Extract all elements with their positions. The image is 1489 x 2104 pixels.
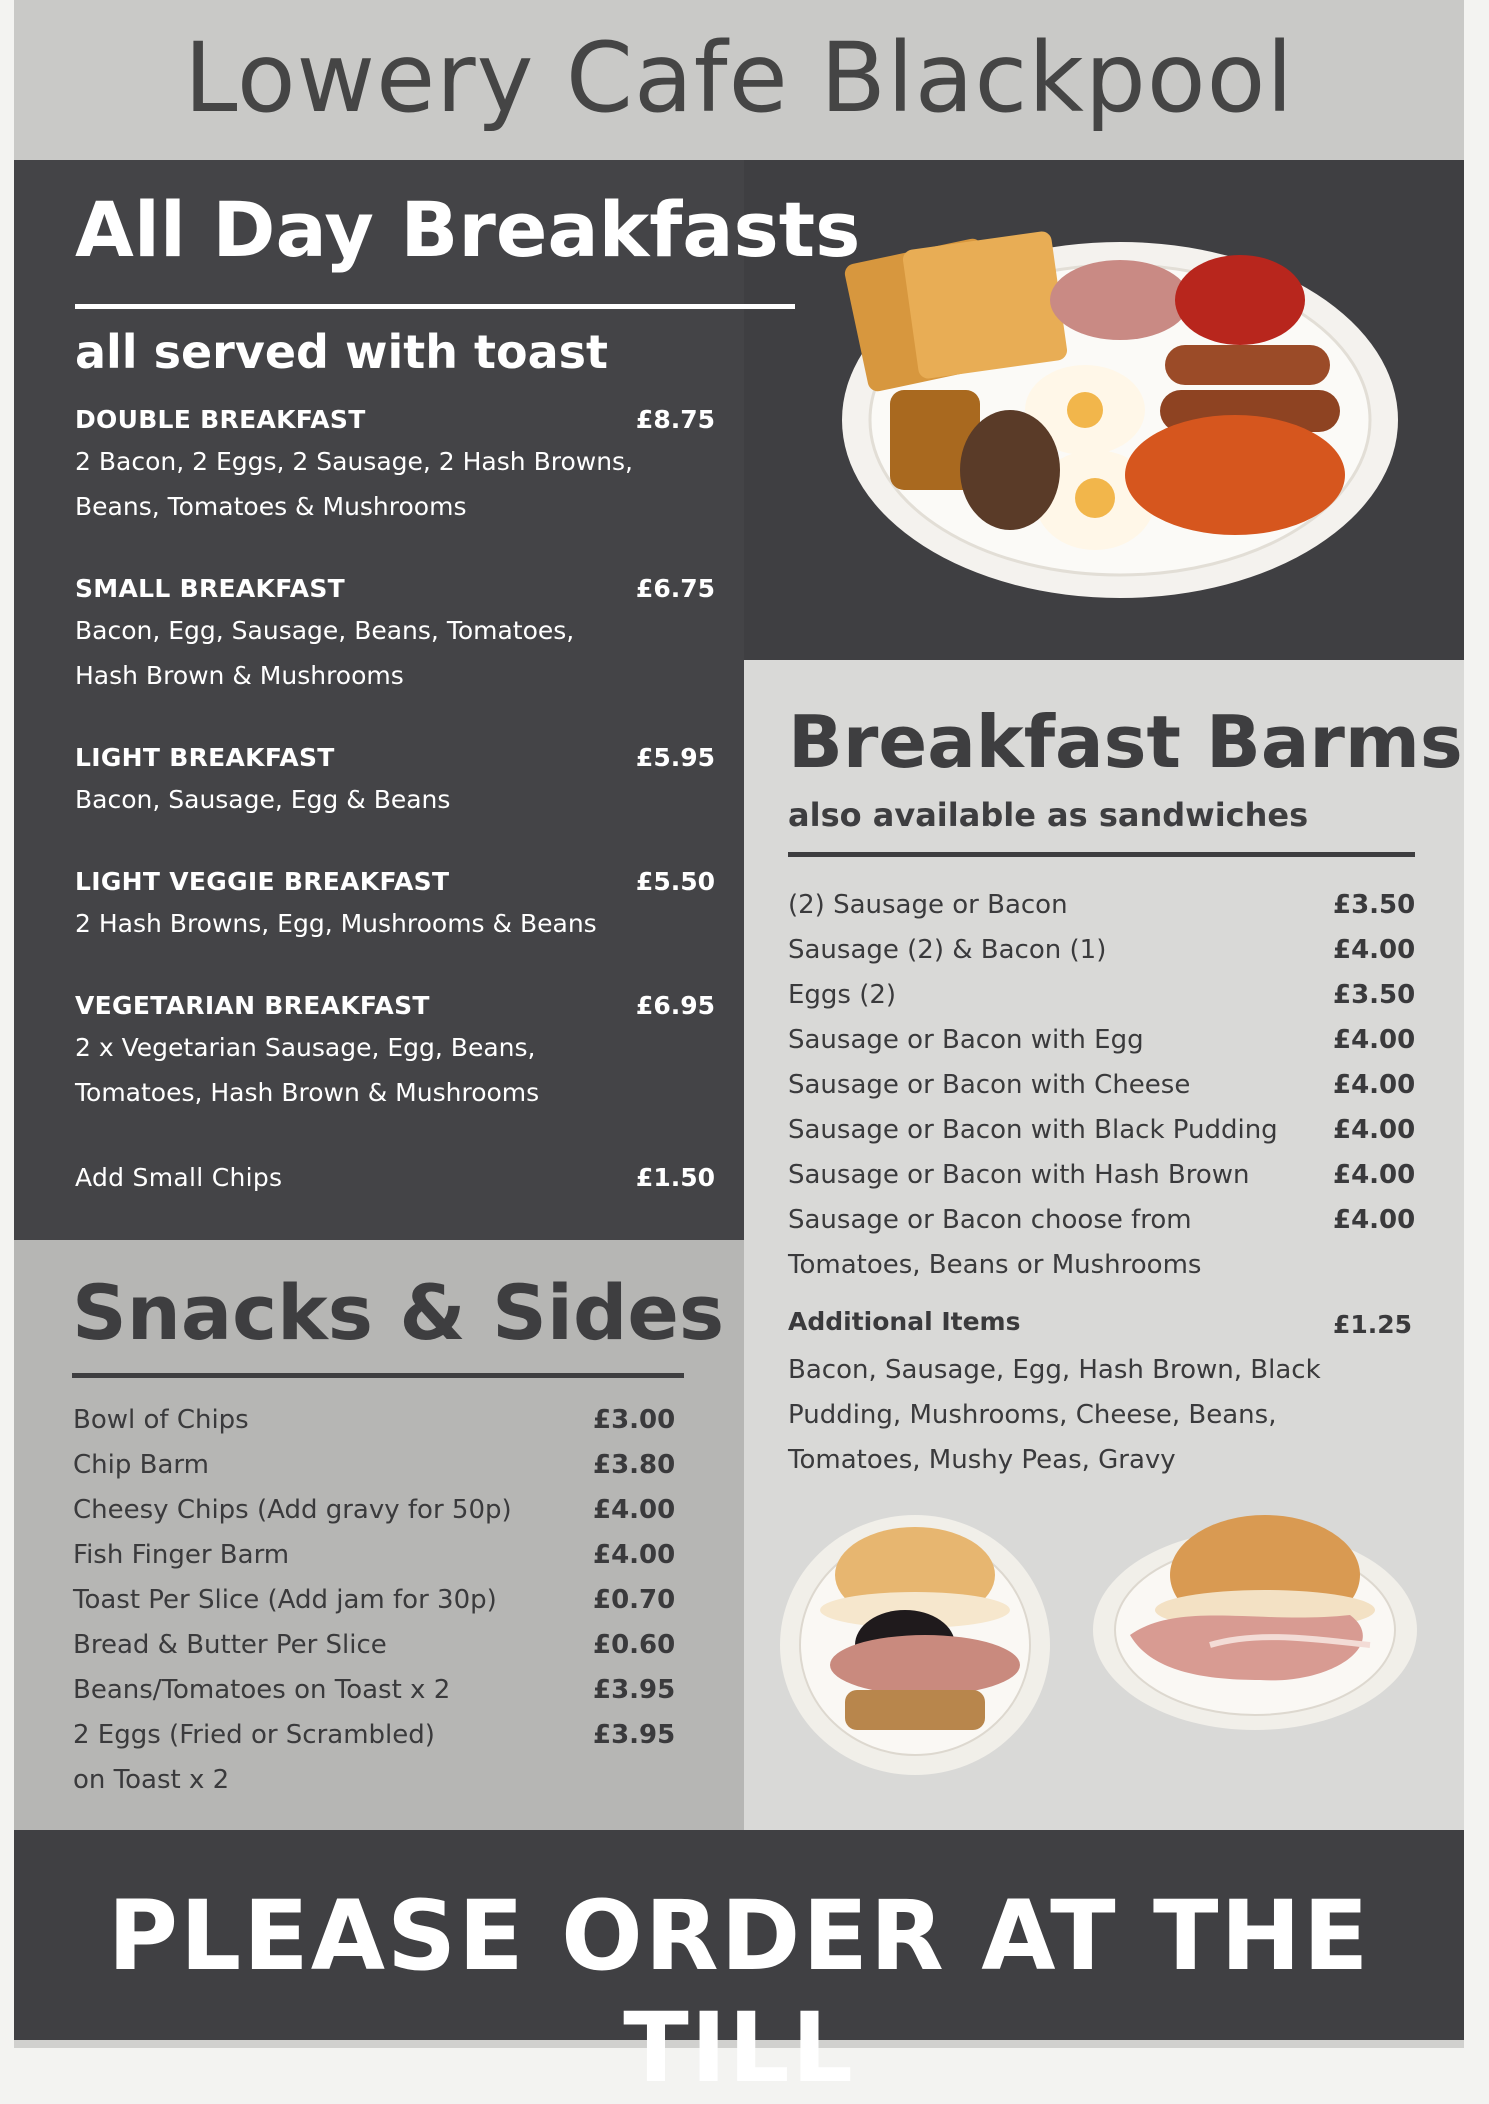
item-description: 2 x Vegetarian Sausage, Egg, Beans, Tomatoes, Hash Brown & Mushrooms bbox=[75, 1033, 540, 1107]
breakfasts-divider bbox=[75, 304, 795, 309]
snacks-divider bbox=[72, 1373, 684, 1378]
item-price: £3.50 bbox=[1333, 890, 1416, 920]
barm-photo-bacon bbox=[1090, 1505, 1420, 1735]
barms-divider bbox=[788, 852, 1415, 857]
barm-photo-black-pudding bbox=[775, 1505, 1055, 1780]
item-name: Bread & Butter Per Slice bbox=[73, 1630, 387, 1660]
item-name: (2) Sausage or Bacon bbox=[788, 890, 1068, 920]
item-name: SMALL BREAKFAST bbox=[75, 574, 346, 603]
item-name: Sausage or Bacon choose from bbox=[788, 1205, 1192, 1235]
snacks-heading: Snacks & Sides bbox=[72, 1268, 725, 1357]
item-price: £6.75 bbox=[635, 574, 715, 603]
barms-heading: Breakfast Barms bbox=[788, 700, 1463, 784]
snack-item bbox=[73, 1630, 676, 1660]
barm-item bbox=[788, 1205, 1416, 1235]
item-name: Chip Barm bbox=[73, 1450, 209, 1480]
barm-item bbox=[788, 935, 1416, 965]
item-description: 2 Hash Browns, Egg, Mushrooms & Beans bbox=[75, 909, 597, 938]
breakfast-item bbox=[75, 743, 715, 822]
breakfast-extra bbox=[75, 1163, 715, 1192]
item-price: £8.75 bbox=[635, 405, 715, 434]
item-name: on Toast x 2 bbox=[73, 1765, 230, 1795]
item-name: VEGETARIAN BREAKFAST bbox=[75, 991, 430, 1020]
snack-item bbox=[73, 1585, 676, 1615]
item-price: £4.00 bbox=[1333, 935, 1416, 965]
item-price: £6.95 bbox=[635, 991, 715, 1020]
item-name: Sausage (2) & Bacon (1) bbox=[788, 935, 1107, 965]
cafe-title: Lowery Cafe Blackpool bbox=[184, 22, 1294, 134]
breakfast-item bbox=[75, 405, 715, 529]
breakfast-item bbox=[75, 574, 715, 698]
item-price: £4.00 bbox=[1333, 1160, 1416, 1190]
item-price: £4.00 bbox=[593, 1540, 676, 1570]
snack-item bbox=[73, 1495, 676, 1525]
item-price: £0.60 bbox=[593, 1630, 676, 1660]
item-price: £4.00 bbox=[1333, 1205, 1416, 1235]
item-name: Fish Finger Barm bbox=[73, 1540, 290, 1570]
item-name: Tomatoes, Beans or Mushrooms bbox=[788, 1250, 1202, 1280]
item-name: Bowl of Chips bbox=[73, 1405, 249, 1435]
item-price: £4.00 bbox=[593, 1495, 676, 1525]
item-price: £4.00 bbox=[1333, 1115, 1416, 1145]
item-price: £3.00 bbox=[593, 1405, 676, 1435]
breakfast-item bbox=[75, 867, 715, 946]
barm-item bbox=[788, 1115, 1416, 1145]
item-name: Sausage or Bacon with Egg bbox=[788, 1025, 1144, 1055]
snack-item bbox=[73, 1450, 676, 1480]
breakfasts-subheading: all served with toast bbox=[75, 325, 608, 379]
item-name: Sausage or Bacon with Cheese bbox=[788, 1070, 1191, 1100]
item-price: £3.50 bbox=[1333, 980, 1416, 1010]
item-name: Add Small Chips bbox=[75, 1163, 283, 1192]
item-price: £5.95 bbox=[635, 743, 715, 772]
item-price: £4.00 bbox=[1333, 1070, 1416, 1100]
item-name: Beans/Tomatoes on Toast x 2 bbox=[73, 1675, 451, 1705]
item-description: 2 Bacon, 2 Eggs, 2 Sausage, 2 Hash Browns, Beans, Tomatoes & Mushrooms bbox=[75, 447, 634, 521]
breakfasts-heading: All Day Breakfasts bbox=[75, 185, 861, 274]
barm-item bbox=[788, 1160, 1416, 1190]
order-at-till-notice: PLEASE ORDER AT THE TILL bbox=[107, 1880, 1371, 2104]
item-price: £4.00 bbox=[1333, 1025, 1416, 1055]
item-price: £3.95 bbox=[593, 1675, 676, 1705]
breakfast-item bbox=[75, 991, 715, 1115]
item-description: Bacon, Egg, Sausage, Beans, Tomatoes, Hash Brown & Mushrooms bbox=[75, 616, 575, 690]
barm-item-continued bbox=[788, 1250, 1408, 1280]
barm-item bbox=[788, 890, 1416, 920]
barms-subheading: also available as sandwiches bbox=[788, 796, 1309, 834]
item-price: £1.50 bbox=[635, 1163, 715, 1192]
item-name: Sausage or Bacon with Black Pudding bbox=[788, 1115, 1278, 1145]
item-price: £5.50 bbox=[635, 867, 715, 896]
item-name: Cheesy Chips (Add gravy for 50p) bbox=[73, 1495, 512, 1525]
item-price: £3.80 bbox=[593, 1450, 676, 1480]
additional-items-title: Additional Items bbox=[788, 1307, 1021, 1336]
barm-item bbox=[788, 980, 1416, 1010]
item-name: Eggs (2) bbox=[788, 980, 897, 1010]
snack-item bbox=[73, 1405, 676, 1435]
item-name: DOUBLE BREAKFAST bbox=[75, 405, 366, 434]
item-name: 2 Eggs (Fried or Scrambled) bbox=[73, 1720, 435, 1750]
barm-item bbox=[788, 1025, 1416, 1055]
snack-item bbox=[73, 1540, 676, 1570]
breakfast-plate-image bbox=[830, 220, 1400, 620]
barm-item bbox=[788, 1070, 1416, 1100]
snack-item bbox=[73, 1720, 676, 1750]
additional-items-description: Bacon, Sausage, Egg, Hash Brown, Black Pudding, Mushrooms, Cheese, Beans, Tomatoes, Mushy Peas, Gravy bbox=[788, 1355, 1321, 1475]
item-price: £0.70 bbox=[593, 1585, 676, 1615]
item-name: LIGHT VEGGIE BREAKFAST bbox=[75, 867, 450, 896]
snack-item-continued bbox=[73, 1765, 673, 1795]
item-name: Sausage or Bacon with Hash Brown bbox=[788, 1160, 1250, 1190]
item-description: Bacon, Sausage, Egg & Beans bbox=[75, 785, 451, 814]
snack-item bbox=[73, 1675, 676, 1705]
additional-items-price: £1.25 bbox=[1333, 1310, 1413, 1339]
item-name: Toast Per Slice (Add jam for 30p) bbox=[73, 1585, 497, 1615]
item-price: £3.95 bbox=[593, 1720, 676, 1750]
item-name: LIGHT BREAKFAST bbox=[75, 743, 335, 772]
